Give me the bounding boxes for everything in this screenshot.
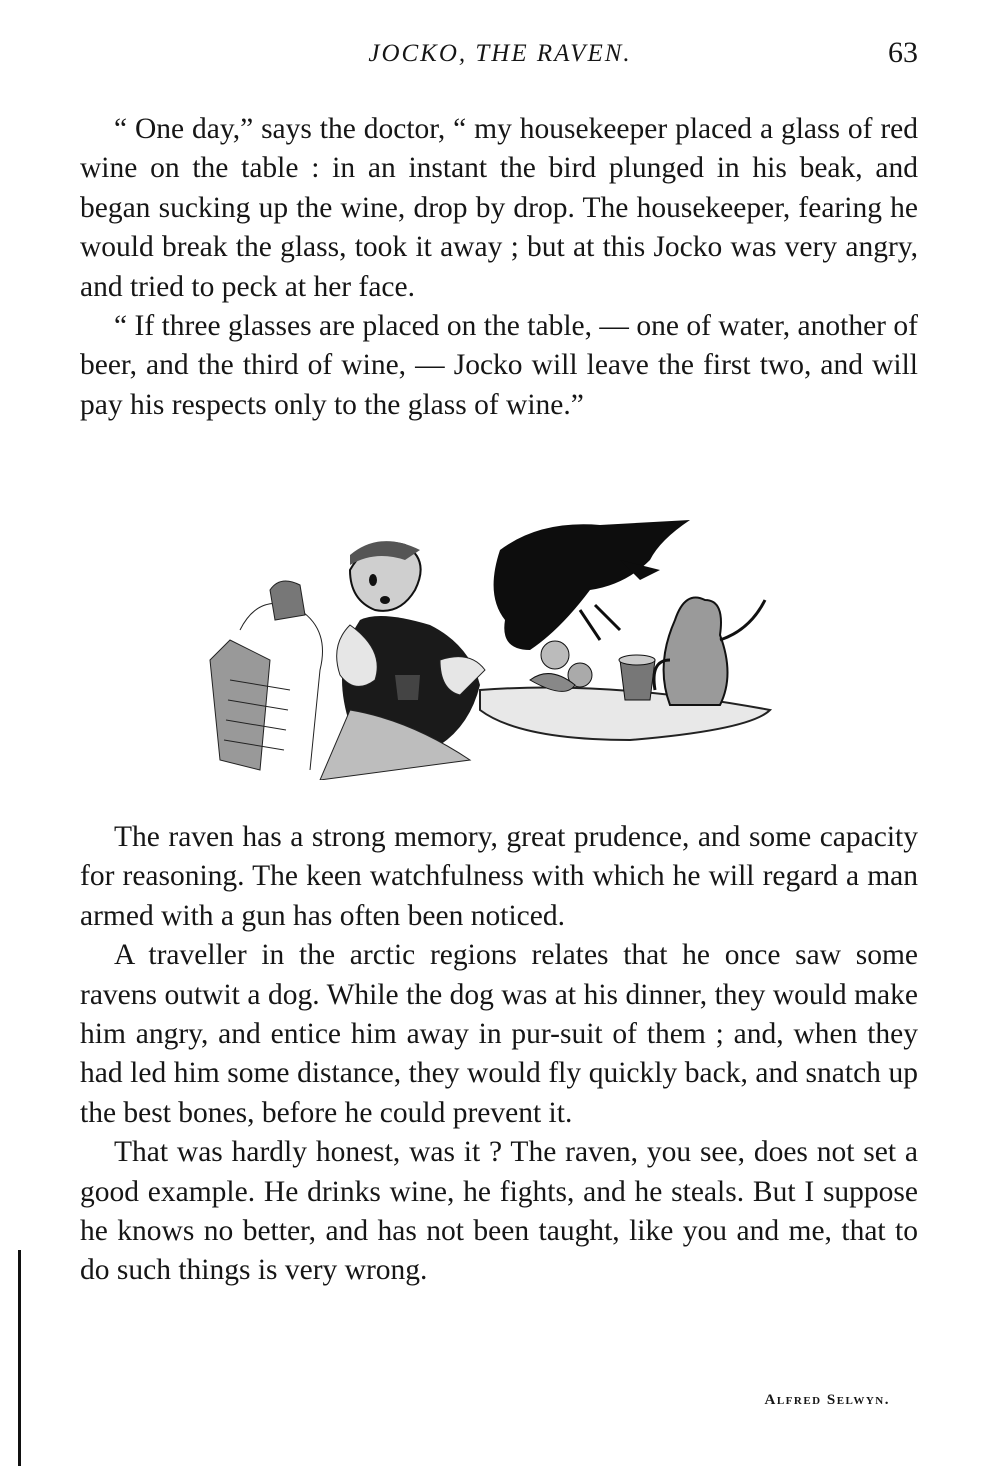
paragraph: The raven has a strong memory, great prudence, and some capacity for reasoning. The keen watchfulness with which he will regard a man armed with a gun has often been noticed. — [80, 821, 918, 932]
binding-edge-line — [18, 1250, 21, 1466]
page-number: 63 — [888, 36, 918, 69]
paragraph: “ If three glasses are placed on the table, — one of water, another of beer, and the third of wine, — Jocko will leave the first two, and will pay his respects only to the glass of wine.” — [80, 310, 918, 421]
text-block-top — [80, 110, 918, 425]
running-title: JOCKO, THE RAVEN. — [368, 40, 632, 67]
chair-figure — [210, 581, 323, 770]
engraving-illustration — [200, 510, 780, 780]
raven-figure — [494, 520, 690, 650]
running-head — [0, 36, 1000, 76]
paragraph: “ One day,” says the doctor, “ my housekeeper placed a glass of red wine on the table : in an instant the bird plunged in his beak, and began sucking up the wine, drop by drop. The housekeeper, fearing he would break the glass, took it away ; but at this Jocko was very angry, and tried to peck at her face. — [80, 113, 918, 303]
paragraph: That was hardly honest, was it ? The raven, you see, does not set a good example. He drinks wine, he fights, and he steals. But I suppose he knows no better, and has not been taught, like you and me, that to do such things is very wrong. — [80, 1136, 918, 1287]
housekeeper-figure — [320, 541, 485, 780]
author-signature: Alfred Selwyn. — [764, 1392, 890, 1408]
paragraph: A traveller in the arctic regions relates that he once saw some ravens outwit a dog. While the dog was at his dinner, they would make him angry, and entice him away in pur-suit of them ; and, when they had led him some distance, they would fly quickly back, and snatch up the best bones, before he could prevent it. — [80, 939, 918, 1129]
text-block-bottom — [80, 818, 918, 1291]
